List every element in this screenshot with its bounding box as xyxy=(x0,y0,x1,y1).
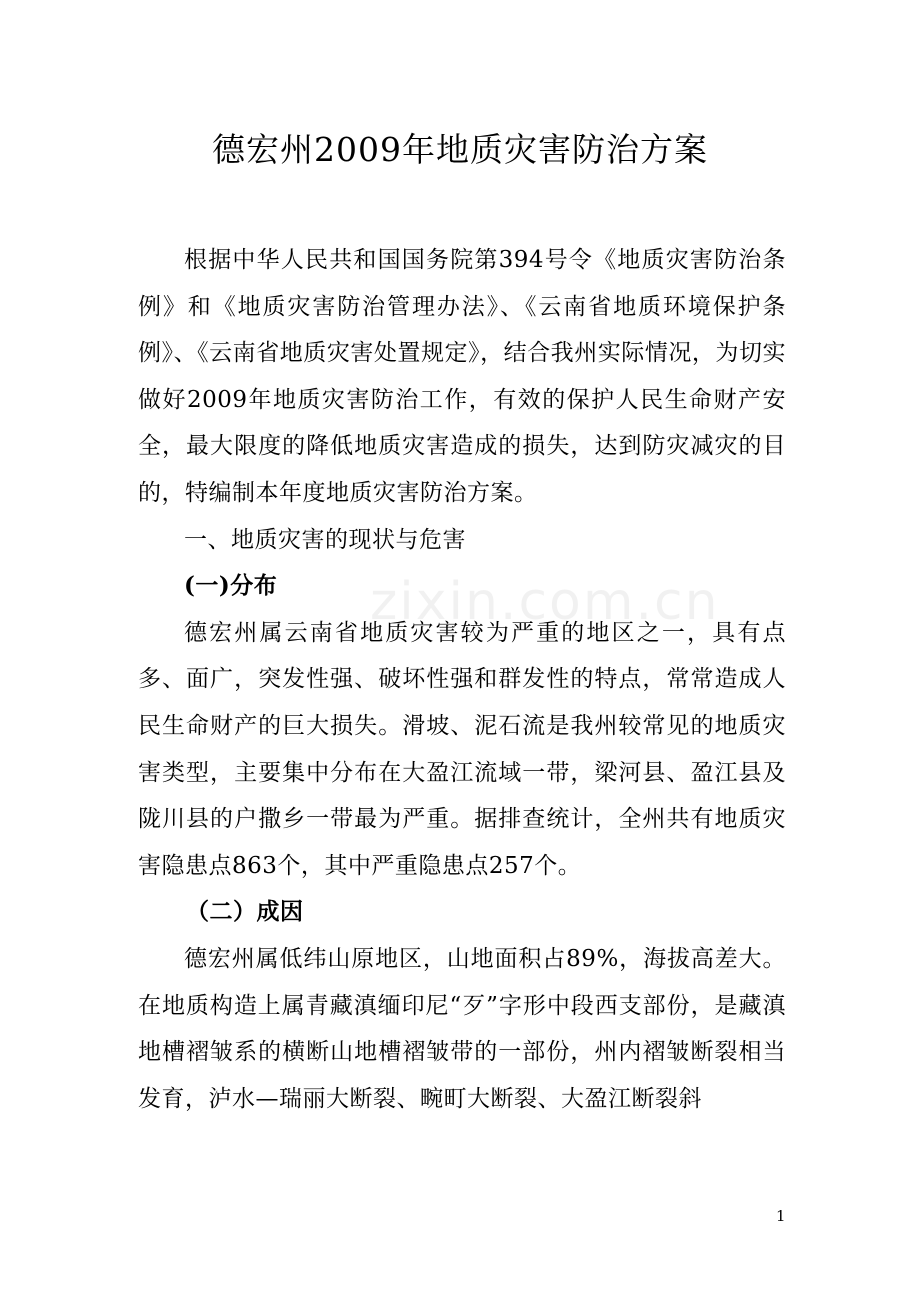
subsection-heading-cause: （二）成因 xyxy=(186,898,304,926)
subsection-heading-distribution: (一)分布 xyxy=(184,572,278,600)
cause-paragraph: 德宏州属低纬山原地区，山地面积占89%，海拔高差大。在地质构造上属青藏滇缅印尼“歹”字形中段西支部份，是藏滇地槽褶皱系的横断山地槽褶皱带的一部份，州内褶皱断裂相当发育，泸水—瑞丽大断裂、畹町大断裂、大盈江断裂斜 xyxy=(138,945,786,1112)
distribution-paragraph: 德宏州属云南省地质灾害较为严重的地区之一，具有点多、面广，突发性强、破坏性强和群发性的特点，常常造成人民生命财产的巨大损失。滑坡、泥石流是我州较常见的地质灾害类型，主要集中分布在大盈江流域一带，梁河县、盈江县及陇川县的户撒乡一带最为严重。据排查统计，全州共有地质灾害隐患点863个，其中严重隐患点257个。 xyxy=(138,619,786,879)
intro-paragraph: 根据中华人民共和国国务院第394号令《地质灾害防治条例》和《地质灾害防治管理办法》、《云南省地质环境保护条例》、《云南省地质灾害处置规定》，结合我州实际情况，为切实做好2009年地质灾害防治工作，有效的保护人民生命财产安全，最大限度的降低地质灾害造成的损失，达到防灾减灾的目的，特编制本年度地质灾害防治方案。 xyxy=(138,247,786,506)
watermark: zixin.com.cn xyxy=(370,572,720,632)
section-heading-1: 一、地质灾害的现状与危害 xyxy=(184,526,466,553)
document-title: 德宏州2009年地质灾害防治方案 xyxy=(212,130,708,169)
document-body xyxy=(138,237,786,1122)
page-number: 1 xyxy=(776,1207,786,1225)
